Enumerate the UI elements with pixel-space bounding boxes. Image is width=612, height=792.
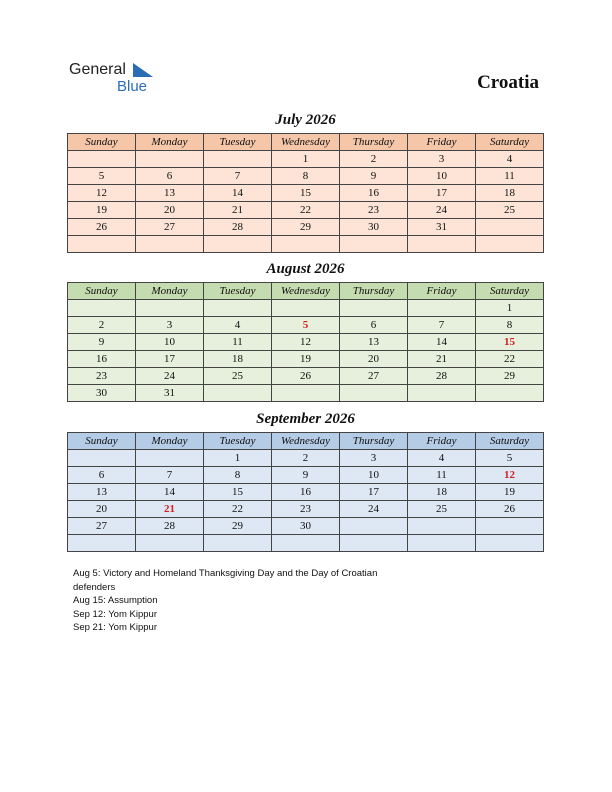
- day-cell: 4: [204, 317, 272, 334]
- week-row: [68, 236, 544, 253]
- logo-triangle-icon: [133, 63, 153, 77]
- day-cell: 19: [476, 484, 544, 501]
- day-cell: 29: [204, 518, 272, 535]
- week-row: [68, 368, 544, 385]
- day-cell: 21: [136, 501, 204, 518]
- day-cell: 2: [272, 450, 340, 467]
- day-cell: 14: [136, 484, 204, 501]
- day-cell: 11: [476, 168, 544, 185]
- day-cell: 4: [476, 151, 544, 168]
- day-cell: 6: [136, 168, 204, 185]
- day-cell: 12: [476, 467, 544, 484]
- day-cell: [136, 300, 204, 317]
- weekday-header-row: [68, 433, 544, 450]
- day-cell: 18: [408, 484, 476, 501]
- note-line: Sep 12: Yom Kippur: [73, 608, 157, 620]
- note-line: Aug 5: Victory and Homeland Thanksgiving Day and the Day of Croatian: [73, 568, 378, 579]
- day-cell: 9: [68, 334, 136, 351]
- weekday-header-saturday: Saturday: [476, 134, 544, 151]
- day-cell: 11: [408, 467, 476, 484]
- day-cell: 19: [272, 351, 340, 368]
- day-cell: 13: [68, 484, 136, 501]
- weekday-header-friday: Friday: [408, 433, 476, 450]
- day-cell: 5: [68, 168, 136, 185]
- logo-word-general: General: [69, 61, 126, 78]
- week-row: [68, 168, 544, 185]
- day-cell: 16: [68, 351, 136, 368]
- week-row: [68, 351, 544, 368]
- day-cell: [204, 236, 272, 253]
- day-cell: 18: [204, 351, 272, 368]
- day-cell: 27: [340, 368, 408, 385]
- weekday-header-thursday: Thursday: [340, 134, 408, 151]
- day-cell: 7: [408, 317, 476, 334]
- day-cell: 10: [136, 334, 204, 351]
- day-cell: 29: [272, 219, 340, 236]
- day-cell: 23: [340, 202, 408, 219]
- day-cell: 13: [340, 334, 408, 351]
- day-cell: 1: [272, 151, 340, 168]
- day-cell: [68, 450, 136, 467]
- day-cell: 20: [136, 202, 204, 219]
- weekday-header-tuesday: Tuesday: [204, 283, 272, 300]
- weekday-header-tuesday: Tuesday: [204, 134, 272, 151]
- day-cell: [272, 385, 340, 402]
- day-cell: 22: [204, 501, 272, 518]
- day-cell: 30: [68, 385, 136, 402]
- day-cell: [340, 300, 408, 317]
- week-row: [68, 334, 544, 351]
- day-cell: 16: [272, 484, 340, 501]
- day-cell: 3: [340, 450, 408, 467]
- day-cell: [476, 236, 544, 253]
- day-cell: [68, 151, 136, 168]
- day-cell: [136, 236, 204, 253]
- month-title-july: July 2026: [275, 112, 336, 128]
- weekday-header-thursday: Thursday: [340, 433, 408, 450]
- day-cell: 4: [408, 450, 476, 467]
- month-title-september: September 2026: [256, 411, 355, 427]
- week-row: [68, 450, 544, 467]
- day-cell: 24: [136, 368, 204, 385]
- day-cell: 31: [408, 219, 476, 236]
- note-line: Sep 21: Yom Kippur: [73, 622, 157, 633]
- day-cell: [272, 535, 340, 552]
- day-cell: [68, 300, 136, 317]
- day-cell: [272, 236, 340, 253]
- day-cell: 26: [476, 501, 544, 518]
- day-cell: [408, 236, 476, 253]
- day-cell: 1: [204, 450, 272, 467]
- logo-word-blue: Blue: [117, 78, 148, 95]
- day-cell: [340, 385, 408, 402]
- week-row: [68, 501, 544, 518]
- weekday-header-friday: Friday: [408, 283, 476, 300]
- day-cell: 10: [408, 168, 476, 185]
- day-cell: 14: [204, 185, 272, 202]
- day-cell: 5: [272, 317, 340, 334]
- day-cell: 20: [68, 501, 136, 518]
- day-cell: 31: [136, 385, 204, 402]
- week-row: [68, 151, 544, 168]
- weekday-header-monday: Monday: [136, 433, 204, 450]
- day-cell: [136, 535, 204, 552]
- day-cell: 26: [68, 219, 136, 236]
- day-cell: [68, 535, 136, 552]
- day-cell: [204, 151, 272, 168]
- day-cell: [476, 385, 544, 402]
- day-cell: 6: [340, 317, 408, 334]
- day-cell: [408, 385, 476, 402]
- day-cell: 12: [68, 185, 136, 202]
- day-cell: 3: [408, 151, 476, 168]
- weekday-header-monday: Monday: [136, 134, 204, 151]
- country-title: Croatia: [477, 72, 539, 93]
- week-row: [68, 219, 544, 236]
- day-cell: 18: [476, 185, 544, 202]
- day-cell: 30: [340, 219, 408, 236]
- day-cell: 2: [68, 317, 136, 334]
- day-cell: [408, 300, 476, 317]
- day-cell: 28: [204, 219, 272, 236]
- day-cell: 16: [340, 185, 408, 202]
- day-cell: 21: [408, 351, 476, 368]
- month-title-august: August 2026: [266, 261, 345, 277]
- day-cell: 17: [340, 484, 408, 501]
- day-cell: [340, 518, 408, 535]
- calendar-september: [67, 432, 544, 552]
- day-cell: 7: [136, 467, 204, 484]
- day-cell: 22: [272, 202, 340, 219]
- day-cell: 15: [476, 334, 544, 351]
- day-cell: [68, 236, 136, 253]
- day-cell: 14: [408, 334, 476, 351]
- weekday-header-wednesday: Wednesday: [272, 283, 340, 300]
- week-row: [68, 467, 544, 484]
- weekday-header-friday: Friday: [408, 134, 476, 151]
- week-row: [68, 385, 544, 402]
- day-cell: 21: [204, 202, 272, 219]
- day-cell: [340, 236, 408, 253]
- day-cell: 9: [340, 168, 408, 185]
- day-cell: 7: [204, 168, 272, 185]
- weekday-header-tuesday: Tuesday: [204, 433, 272, 450]
- day-cell: [204, 300, 272, 317]
- holiday-notes: [73, 567, 433, 635]
- day-cell: 15: [204, 484, 272, 501]
- day-cell: [136, 151, 204, 168]
- day-cell: 22: [476, 351, 544, 368]
- day-cell: 8: [204, 467, 272, 484]
- day-cell: 27: [68, 518, 136, 535]
- calendar-august: [67, 282, 544, 402]
- general-blue-logo: [69, 61, 169, 97]
- day-cell: 9: [272, 467, 340, 484]
- weekday-header-saturday: Saturday: [476, 433, 544, 450]
- day-cell: [476, 219, 544, 236]
- weekday-header-sunday: Sunday: [68, 134, 136, 151]
- weekday-header-sunday: Sunday: [68, 283, 136, 300]
- week-row: [68, 202, 544, 219]
- day-cell: 15: [272, 185, 340, 202]
- day-cell: 6: [68, 467, 136, 484]
- day-cell: 24: [340, 501, 408, 518]
- day-cell: [272, 300, 340, 317]
- day-cell: 13: [136, 185, 204, 202]
- day-cell: 8: [272, 168, 340, 185]
- calendar-july: [67, 133, 544, 253]
- day-cell: 25: [408, 501, 476, 518]
- day-cell: [408, 518, 476, 535]
- weekday-header-sunday: Sunday: [68, 433, 136, 450]
- weekday-header-wednesday: Wednesday: [272, 433, 340, 450]
- day-cell: 2: [340, 151, 408, 168]
- day-cell: [204, 535, 272, 552]
- day-cell: 28: [408, 368, 476, 385]
- day-cell: 10: [340, 467, 408, 484]
- day-cell: 29: [476, 368, 544, 385]
- day-cell: 8: [476, 317, 544, 334]
- day-cell: 25: [476, 202, 544, 219]
- day-cell: 17: [136, 351, 204, 368]
- day-cell: [408, 535, 476, 552]
- weekday-header-saturday: Saturday: [476, 283, 544, 300]
- note-line: defenders: [73, 581, 116, 593]
- weekday-header-wednesday: Wednesday: [272, 134, 340, 151]
- week-row: [68, 185, 544, 202]
- day-cell: [204, 385, 272, 402]
- week-row: [68, 300, 544, 317]
- day-cell: [476, 535, 544, 552]
- day-cell: 28: [136, 518, 204, 535]
- day-cell: 12: [272, 334, 340, 351]
- day-cell: [340, 535, 408, 552]
- day-cell: 24: [408, 202, 476, 219]
- day-cell: 11: [204, 334, 272, 351]
- day-cell: 25: [204, 368, 272, 385]
- weekday-header-thursday: Thursday: [340, 283, 408, 300]
- day-cell: [476, 518, 544, 535]
- weekday-header-monday: Monday: [136, 283, 204, 300]
- day-cell: 19: [68, 202, 136, 219]
- day-cell: 23: [272, 501, 340, 518]
- day-cell: 27: [136, 219, 204, 236]
- day-cell: 3: [136, 317, 204, 334]
- day-cell: [136, 450, 204, 467]
- day-cell: 1: [476, 300, 544, 317]
- day-cell: 30: [272, 518, 340, 535]
- note-line: Aug 15: Assumption: [73, 595, 158, 606]
- day-cell: 5: [476, 450, 544, 467]
- day-cell: 23: [68, 368, 136, 385]
- week-row: [68, 535, 544, 552]
- day-cell: 26: [272, 368, 340, 385]
- day-cell: 17: [408, 185, 476, 202]
- weekday-header-row: [68, 134, 544, 151]
- week-row: [68, 317, 544, 334]
- week-row: [68, 518, 544, 535]
- day-cell: 20: [340, 351, 408, 368]
- week-row: [68, 484, 544, 501]
- weekday-header-row: [68, 283, 544, 300]
